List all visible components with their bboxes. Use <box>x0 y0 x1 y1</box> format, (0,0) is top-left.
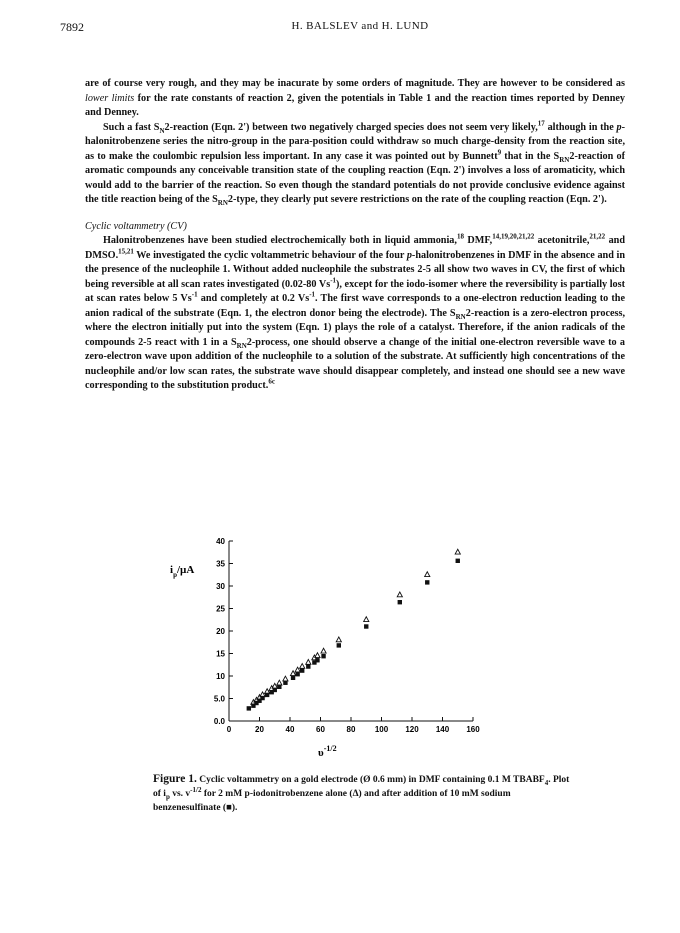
square-marker <box>315 658 319 662</box>
scatter-chart <box>150 520 510 770</box>
page-header <box>60 20 660 40</box>
triangle-marker <box>321 648 326 653</box>
emphasis-lower-limits: lower limits <box>85 92 135 104</box>
triangle-marker <box>300 664 305 669</box>
y-tick-label: 20 <box>216 627 225 636</box>
x-axis-label: $\upsilon^{-1/2}$ <box>318 744 337 759</box>
y-tick-label: 30 <box>216 582 225 591</box>
y-tick-label: 35 <box>216 559 225 569</box>
y-tick-label: 5.0 <box>213 694 225 704</box>
figure-label: Figure 1. <box>153 773 197 785</box>
page-number: 7892 <box>60 20 84 34</box>
triangle-marker <box>283 676 288 681</box>
square-marker <box>398 600 402 604</box>
square-marker <box>337 643 341 647</box>
x-tick-label: 100 <box>374 725 389 734</box>
square-marker <box>277 685 281 689</box>
square-marker <box>247 706 251 710</box>
square-marker <box>265 693 269 697</box>
square-marker <box>291 676 295 680</box>
citation: 17 <box>537 119 545 128</box>
triangle-marker <box>272 683 277 688</box>
triangle-marker <box>277 680 282 685</box>
y-tick-label: 25 <box>216 604 225 614</box>
triangle-marker <box>336 637 341 642</box>
x-tick-label: 0 <box>226 725 232 734</box>
triangle-marker <box>425 572 430 577</box>
square-marker <box>300 668 304 672</box>
square-marker <box>260 696 264 700</box>
x-tick-label: 120 <box>405 725 419 734</box>
triangle-marker <box>315 653 320 658</box>
section-heading-cv: Cyclic voltammetry (CV) <box>85 220 187 232</box>
square-marker <box>295 672 299 676</box>
citation: 9 <box>497 148 502 157</box>
square-marker <box>425 580 429 584</box>
data-markers <box>247 549 461 710</box>
y-tick-label: 15 <box>216 649 225 659</box>
x-tick-label: 60 <box>316 725 325 734</box>
running-head: H. BALSLEV and H. LUND <box>291 20 429 32</box>
y-tick-label: 40 <box>216 537 225 546</box>
paragraph-1: are of course very rough, and they may be inacurate by some orders of magnitude. They are however to be considered as lower limits for the rate constants of reaction 2, given the potentials in Table 1 and the reaction times reported by Denney and Denney. <box>85 78 625 118</box>
square-marker <box>456 559 460 563</box>
x-tick-label: 140 <box>435 725 450 734</box>
x-tick-label: 80 <box>346 725 356 734</box>
square-marker <box>321 654 325 658</box>
triangle-marker <box>364 617 369 622</box>
x-tick-label: 40 <box>285 725 295 734</box>
y-tick-label: 10 <box>216 672 225 681</box>
triangle-marker <box>397 592 402 597</box>
square-marker <box>283 681 287 685</box>
article-body <box>85 77 625 394</box>
figure-caption: Figure 1. Cyclic voltammetry on a gold electrode (Ø 0.6 mm) in DMF containing 0.1 M $TBABF_4$. Plot of $i_p$ vs. $v^{-1/2}$ for 2 mM p-iodonitrobenzene alone (Δ) and after addition of 10 mM sodium benzenesulfinate (■). <box>153 773 570 813</box>
square-marker <box>364 624 368 628</box>
paragraph-3: Halonitrobenzenes have been studied electrochemically both in liquid ammonia,$^{18}$ DMF,$^{14,19,20,21,22}$ acetonitrile,$^{21,22}$ and DMSO.$^{15,21}$ We investigated the cyclic voltammetric behaviour of the four p-halonitrobenzenes in DMF in the absence and in the presence of the nucleophile 1. Without added nucleophile the substrates 2-5 all show two waves in CV, the first of which being reversible at all scan rates investigated (0.02-80 $Vs^{-1}$), except for the iodo-isomer where the reversibility is partially lost at scan rates below 5 $Vs^{-1}$ and completely at 0.2 $Vs^{-1}$. The first wave corresponds to a one-electron reduction leading to the anion radical of the substrate (Eqn. 1, the electron donor being the electrode). The $S_{RN}2$-reaction is a zero-electron process, where the electron initially put into the system (Eqn. 1) plays the role of a catalyst. Therefore, if the anion radicals of the compounds 2-5 react with 1 in a $S_{RN}2$-process, one should observe a change of the initial one-electron reversible wave to a zero-electron wave upon addition of the nucleophile to a solution of the substrate. At sufficiently high concentrations of the nucleophile and/or low scan rates, the substrate wave should disappear completely, and instead one should see a new wave corresponding to the substitution product.$^{6c}$ <box>85 232 626 391</box>
square-marker <box>306 664 310 668</box>
y-axis-label: $i_p/\mu A$ <box>170 564 195 579</box>
y-tick-label: 0.0 <box>213 717 225 726</box>
square-marker <box>273 688 277 692</box>
x-tick-label: 20 <box>255 725 264 734</box>
triangle-marker <box>306 660 311 665</box>
paragraph-2: Such a fast $S_N2$-reaction (Eqn. 2') between two negatively charged species does not seem very likely,$^{17}$ although in the p-halonitrobenzene series the nitro-group in the para-position could withdraw so much charge-density from the reaction site, as to make the coulombic repulsion less important. In any case it was pointed out by Bunnett$^9$ that in the $S_{RN}2$-reaction of aromatic compounds any conceivable transition state of the coupling reaction (Eqn. 2') involves a loss of aromaticity, which would add to the barrier of the reaction. So even though the standard potentials do not provide conclusive evidence against the title reaction being of the $S_{RN}2$-type, they clearly put severe restrictions on the rate of the coupling reaction (Eqn. 2'). <box>85 119 625 208</box>
triangle-marker <box>455 549 460 554</box>
x-tick-label: 160 <box>466 725 480 734</box>
figure-1-plot <box>150 520 510 770</box>
